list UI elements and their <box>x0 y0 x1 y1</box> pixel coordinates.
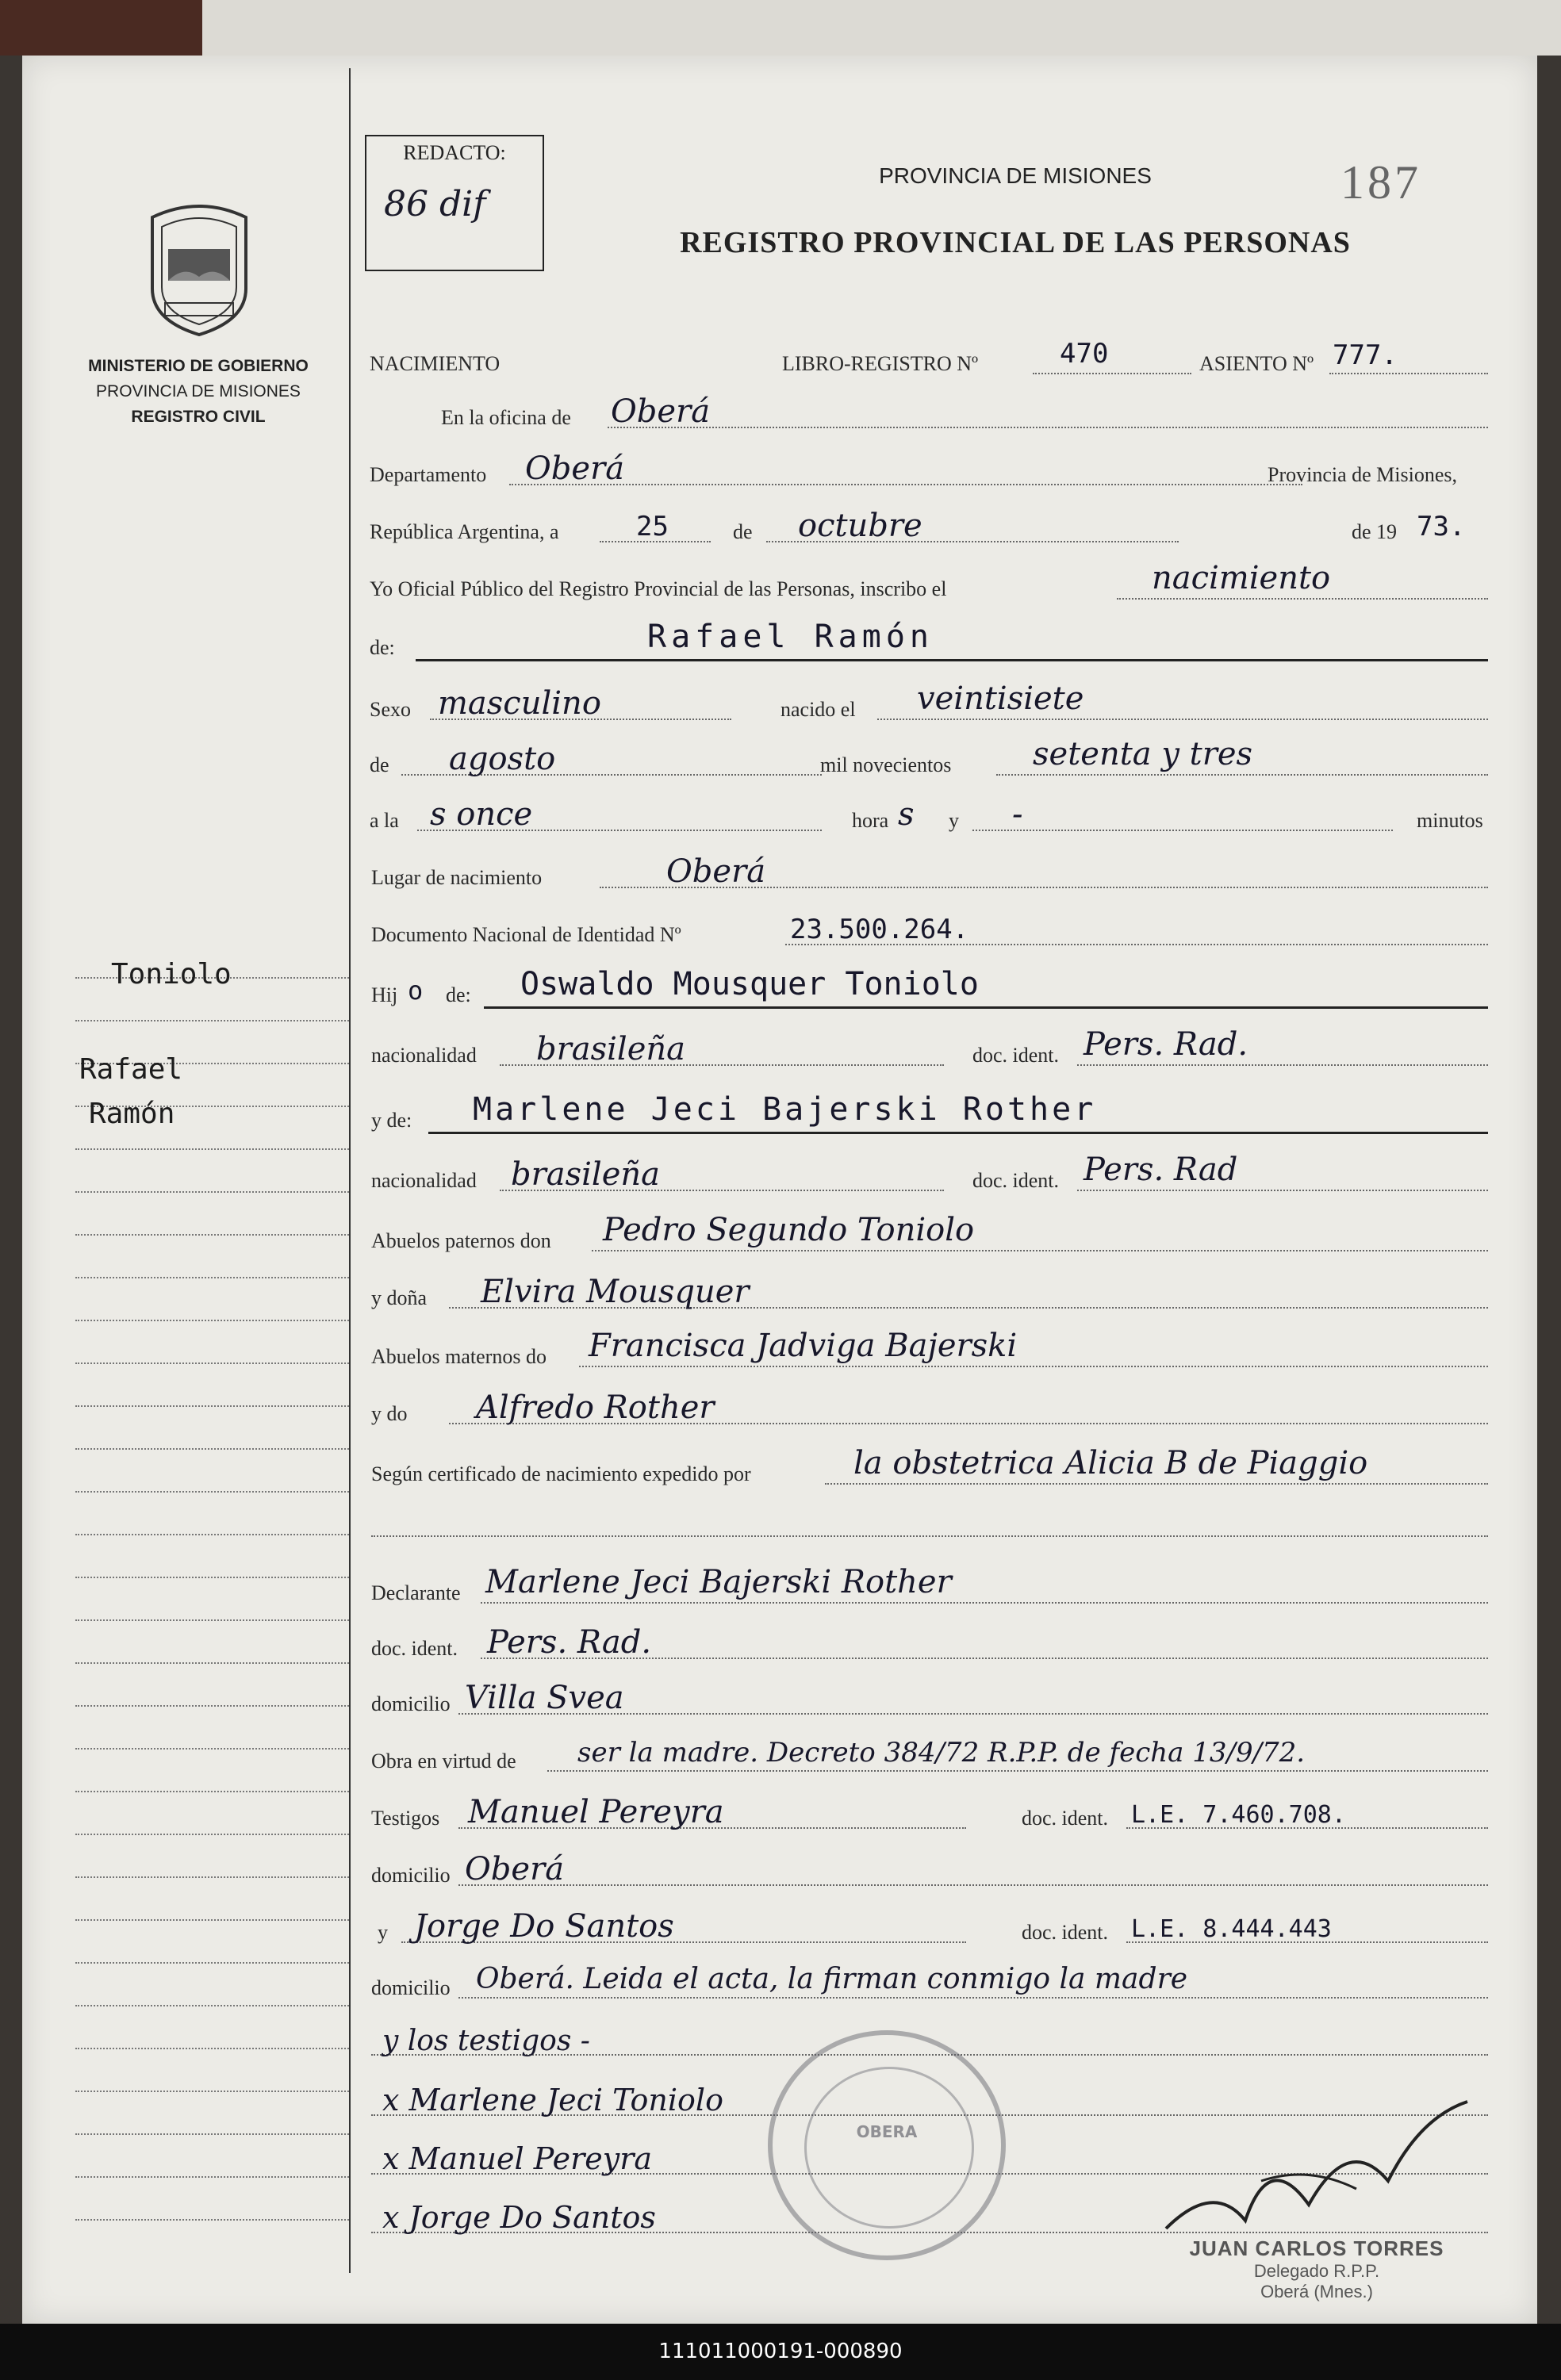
asiento-line <box>1329 373 1488 374</box>
hijo-de-label: de: <box>446 983 471 1006</box>
ala-label: a la <box>370 809 399 832</box>
de-nombre-label: de: <box>370 636 395 659</box>
nombre-line <box>416 659 1488 661</box>
row-fecha <box>370 493 1488 549</box>
ydona2-label: y do <box>371 1402 408 1425</box>
domicilio2-line <box>458 1884 1488 1886</box>
abmat-label: Abuelos maternos do <box>371 1345 547 1368</box>
row-padre <box>370 956 1488 1012</box>
anio2-value: setenta y tres <box>1033 736 1253 772</box>
dni-value: 23.500.264. <box>790 914 969 945</box>
madre-line <box>428 1132 1488 1134</box>
docid2-label: doc. ident. <box>972 1169 1060 1192</box>
firma2-value: x Manuel Pereyra <box>382 2141 653 2176</box>
y2-label: y <box>378 1921 388 1944</box>
dni-label: Documento Nacional de Identidad Nº <box>371 923 681 946</box>
de-label: de <box>733 520 753 543</box>
domicilio1-value: Villa Svea <box>465 1680 624 1716</box>
domicilio3-value: Oberá. Leida el acta, la firman conmigo la madre <box>476 1963 1188 1995</box>
redacto-value: 86 dif <box>384 184 486 224</box>
abpat-line <box>592 1250 1488 1251</box>
minutos-label: minutos <box>1417 809 1483 832</box>
book-cover-edge <box>0 0 202 56</box>
abpat-label: Abuelos paternos don <box>371 1229 551 1252</box>
row-oficina <box>370 379 1488 435</box>
official-role: Delegado R.P.P. <box>1253 2261 1380 2281</box>
cont-value: y los testigos - <box>382 2025 590 2057</box>
abmat-value: Francisca Jadviga Bajerski <box>589 1328 1018 1364</box>
ministry-block <box>48 354 349 430</box>
oficina-label: En la oficina de <box>441 406 571 429</box>
row-abuelos-maternos <box>370 1318 1488 1374</box>
republica-label: República Argentina, a <box>370 520 559 543</box>
ministry-line3: REGISTRO CIVIL <box>131 408 266 426</box>
yo-value: nacimiento <box>1152 560 1331 596</box>
testigos-label: Testigos <box>371 1807 440 1830</box>
ydona2-value: Alfredo Rother <box>476 1389 715 1426</box>
row-declarante <box>370 1554 1488 1610</box>
obra-label: Obra en virtud de <box>371 1750 516 1773</box>
oficina-line <box>608 427 1488 428</box>
domicilio2-value: Oberá <box>465 1851 565 1888</box>
declarante-line <box>481 1602 1488 1604</box>
docid5-label: doc. ident. <box>1022 1921 1109 1944</box>
nacido-line <box>877 719 1488 720</box>
row-lugar <box>370 839 1488 895</box>
nacido-label: nacido el <box>780 698 856 721</box>
departamento-value: Oberá <box>525 450 625 487</box>
archive-code: 111011000191-000890 <box>658 2340 903 2363</box>
row-obra <box>370 1723 1488 1778</box>
segun-label: Según certificado de nacimiento expedido por <box>371 1462 751 1485</box>
margin-surname: Toniolo <box>111 958 232 991</box>
row-departamento <box>370 436 1488 492</box>
provincia-label: Provincia de Misiones, <box>1268 463 1458 486</box>
province-heading: PROVINCIA DE MISIONES <box>879 163 1152 188</box>
row-inscribo <box>370 550 1488 606</box>
asiento-label: ASIENTO Nº <box>1199 352 1314 375</box>
libro-value: 470 <box>1060 338 1109 370</box>
yde-label: y de: <box>371 1109 412 1132</box>
domicilio3-label: domicilio <box>371 1976 451 1999</box>
docid3-value: Pers. Rad. <box>487 1624 652 1661</box>
certificado-cont-line <box>371 1535 1488 1537</box>
row-domicilio1 <box>370 1665 1488 1721</box>
page-title: REGISTRO PROVINCIAL DE LAS PERSONAS <box>680 226 1351 259</box>
docid1-label: doc. ident. <box>972 1044 1060 1067</box>
row-hora <box>370 782 1488 837</box>
y-label: y <box>949 809 959 832</box>
nombre-value: Rafael Ramón <box>647 619 934 655</box>
mes-value: octubre <box>798 508 922 544</box>
departamento-line <box>509 484 1302 485</box>
official-name: JUAN CARLOS TORRES <box>1189 2236 1444 2260</box>
row-nacimiento <box>370 325 1488 381</box>
hijo-suffix: o <box>408 975 424 1006</box>
asiento-value: 777. <box>1333 339 1398 371</box>
oficina-value: Oberá <box>611 393 711 430</box>
row-certificado-cont <box>370 1488 1488 1543</box>
row-testigo1 <box>370 1780 1488 1835</box>
official-stamp <box>768 2030 1006 2260</box>
domicilio3-line <box>458 1997 1488 1999</box>
firma3-value: x Jorge Do Santos <box>382 2200 656 2235</box>
docid1-line <box>1077 1064 1488 1066</box>
obra-line <box>547 1770 1488 1772</box>
row-certificado <box>370 1435 1488 1491</box>
docid3-label: doc. ident. <box>371 1637 458 1660</box>
testigo1-value: Manuel Pereyra <box>468 1794 724 1830</box>
de19-label: de 19 <box>1352 520 1398 543</box>
margin-name2: Ramón <box>89 1098 175 1130</box>
nacido-value: veintisiete <box>917 680 1084 717</box>
ministry-line2: PROVINCIA DE MISIONES <box>96 382 301 400</box>
row-nac1 <box>370 1017 1488 1072</box>
hora-value: s <box>898 796 915 833</box>
sexo-value: masculino <box>438 685 601 722</box>
column-divider <box>349 68 351 2273</box>
minutos-line <box>972 830 1393 831</box>
lugar-label: Lugar de nacimiento <box>371 866 543 889</box>
nac1-label: nacionalidad <box>371 1044 477 1067</box>
sexo-label: Sexo <box>370 698 411 721</box>
archive-code-bar <box>0 2324 1561 2380</box>
row-sexo <box>370 671 1488 726</box>
hijo-label: Hij <box>371 983 398 1006</box>
libro-line <box>1033 373 1191 374</box>
official-signature-icon <box>1150 2086 1483 2244</box>
yo-line <box>1117 598 1488 600</box>
docid1-value: Pers. Rad. <box>1083 1026 1248 1063</box>
declarante-label: Declarante <box>371 1581 461 1604</box>
padre-value: Oswaldo Mousquer Toniolo <box>520 966 979 1002</box>
dia-value: 25 <box>636 511 669 542</box>
row-abuelo-materno <box>370 1375 1488 1431</box>
madre-value: Marlene Jeci Bajerski Rother <box>473 1091 1097 1128</box>
redacto-box <box>365 135 544 271</box>
anio-value: 73. <box>1417 511 1466 542</box>
segun-line <box>825 1483 1488 1485</box>
nac1-value: brasileña <box>536 1031 685 1067</box>
ydona1-value: Elvira Mousquer <box>481 1274 750 1310</box>
milnov-label: mil novecientos <box>820 753 952 776</box>
nac2-label: nacionalidad <box>371 1169 477 1192</box>
nac2-value: brasileña <box>511 1156 660 1193</box>
docid2-line <box>1077 1190 1488 1191</box>
de2-label: de <box>370 753 389 776</box>
row-testigo2 <box>370 1894 1488 1949</box>
yo-label: Yo Oficial Público del Registro Provincial de las Personas, inscribo el <box>370 577 947 600</box>
hora-label: hora <box>852 809 889 832</box>
row-nombre <box>370 609 1488 665</box>
row-domicilio2 <box>370 1837 1488 1892</box>
ydona1-label: y doña <box>371 1286 428 1309</box>
padre-line <box>484 1006 1488 1009</box>
row-abuelos-paternos <box>370 1202 1488 1258</box>
redacto-label: REDACTO: <box>403 141 506 164</box>
mes2-value: agosto <box>449 741 556 777</box>
docid4-label: doc. ident. <box>1022 1807 1109 1830</box>
provincial-seal-icon <box>144 201 254 336</box>
row-madre <box>370 1082 1488 1137</box>
row-dni <box>370 896 1488 952</box>
y-value: - <box>1012 796 1023 833</box>
top-edge <box>0 0 1561 56</box>
docid4-value: L.E. 7.460.708. <box>1131 1801 1346 1829</box>
row-nac2 <box>370 1142 1488 1198</box>
libro-label: LIBRO-REGISTRO Nº <box>782 352 979 375</box>
page-number: 187 <box>1340 156 1421 209</box>
docid5-value: L.E. 8.444.443 <box>1131 1915 1332 1943</box>
domicilio2-label: domicilio <box>371 1864 451 1887</box>
anio2-line <box>996 774 1488 776</box>
abmat-line <box>579 1366 1488 1367</box>
firma1-value: x Marlene Jeci Toniolo <box>382 2083 723 2117</box>
lugar-value: Oberá <box>666 853 766 890</box>
row-abuela-paterna <box>370 1259 1488 1315</box>
stamp-text: OBERA <box>856 2122 918 2141</box>
row-mes-anio <box>370 726 1488 782</box>
row-domicilio3 <box>370 1949 1488 2005</box>
stamp-inner-ring <box>804 2067 974 2229</box>
margin-name1: Rafael <box>79 1053 183 1086</box>
official-signature-block <box>1158 2236 1475 2302</box>
departamento-label: Departamento <box>370 463 487 486</box>
ala-value: s once <box>430 796 533 833</box>
official-place: Oberá (Mnes.) <box>1260 2282 1373 2301</box>
row-declarante-doc <box>370 1610 1488 1665</box>
segun-value: la obstetrica Alicia B de Piaggio <box>853 1445 1368 1481</box>
obra-value: ser la madre. Decreto 384/72 R.P.P. de fecha 13/9/72. <box>577 1737 1306 1769</box>
declarante-value: Marlene Jeci Bajerski Rother <box>485 1564 952 1600</box>
testigo2-value: Jorge Do Santos <box>414 1908 674 1945</box>
ministry-line1: MINISTERIO DE GOBIERNO <box>88 357 309 375</box>
docid2-value: Pers. Rad <box>1083 1152 1238 1188</box>
domicilio1-label: domicilio <box>371 1692 451 1715</box>
abpat-value: Pedro Segundo Toniolo <box>603 1212 975 1248</box>
nacimiento-label: NACIMIENTO <box>370 352 501 375</box>
